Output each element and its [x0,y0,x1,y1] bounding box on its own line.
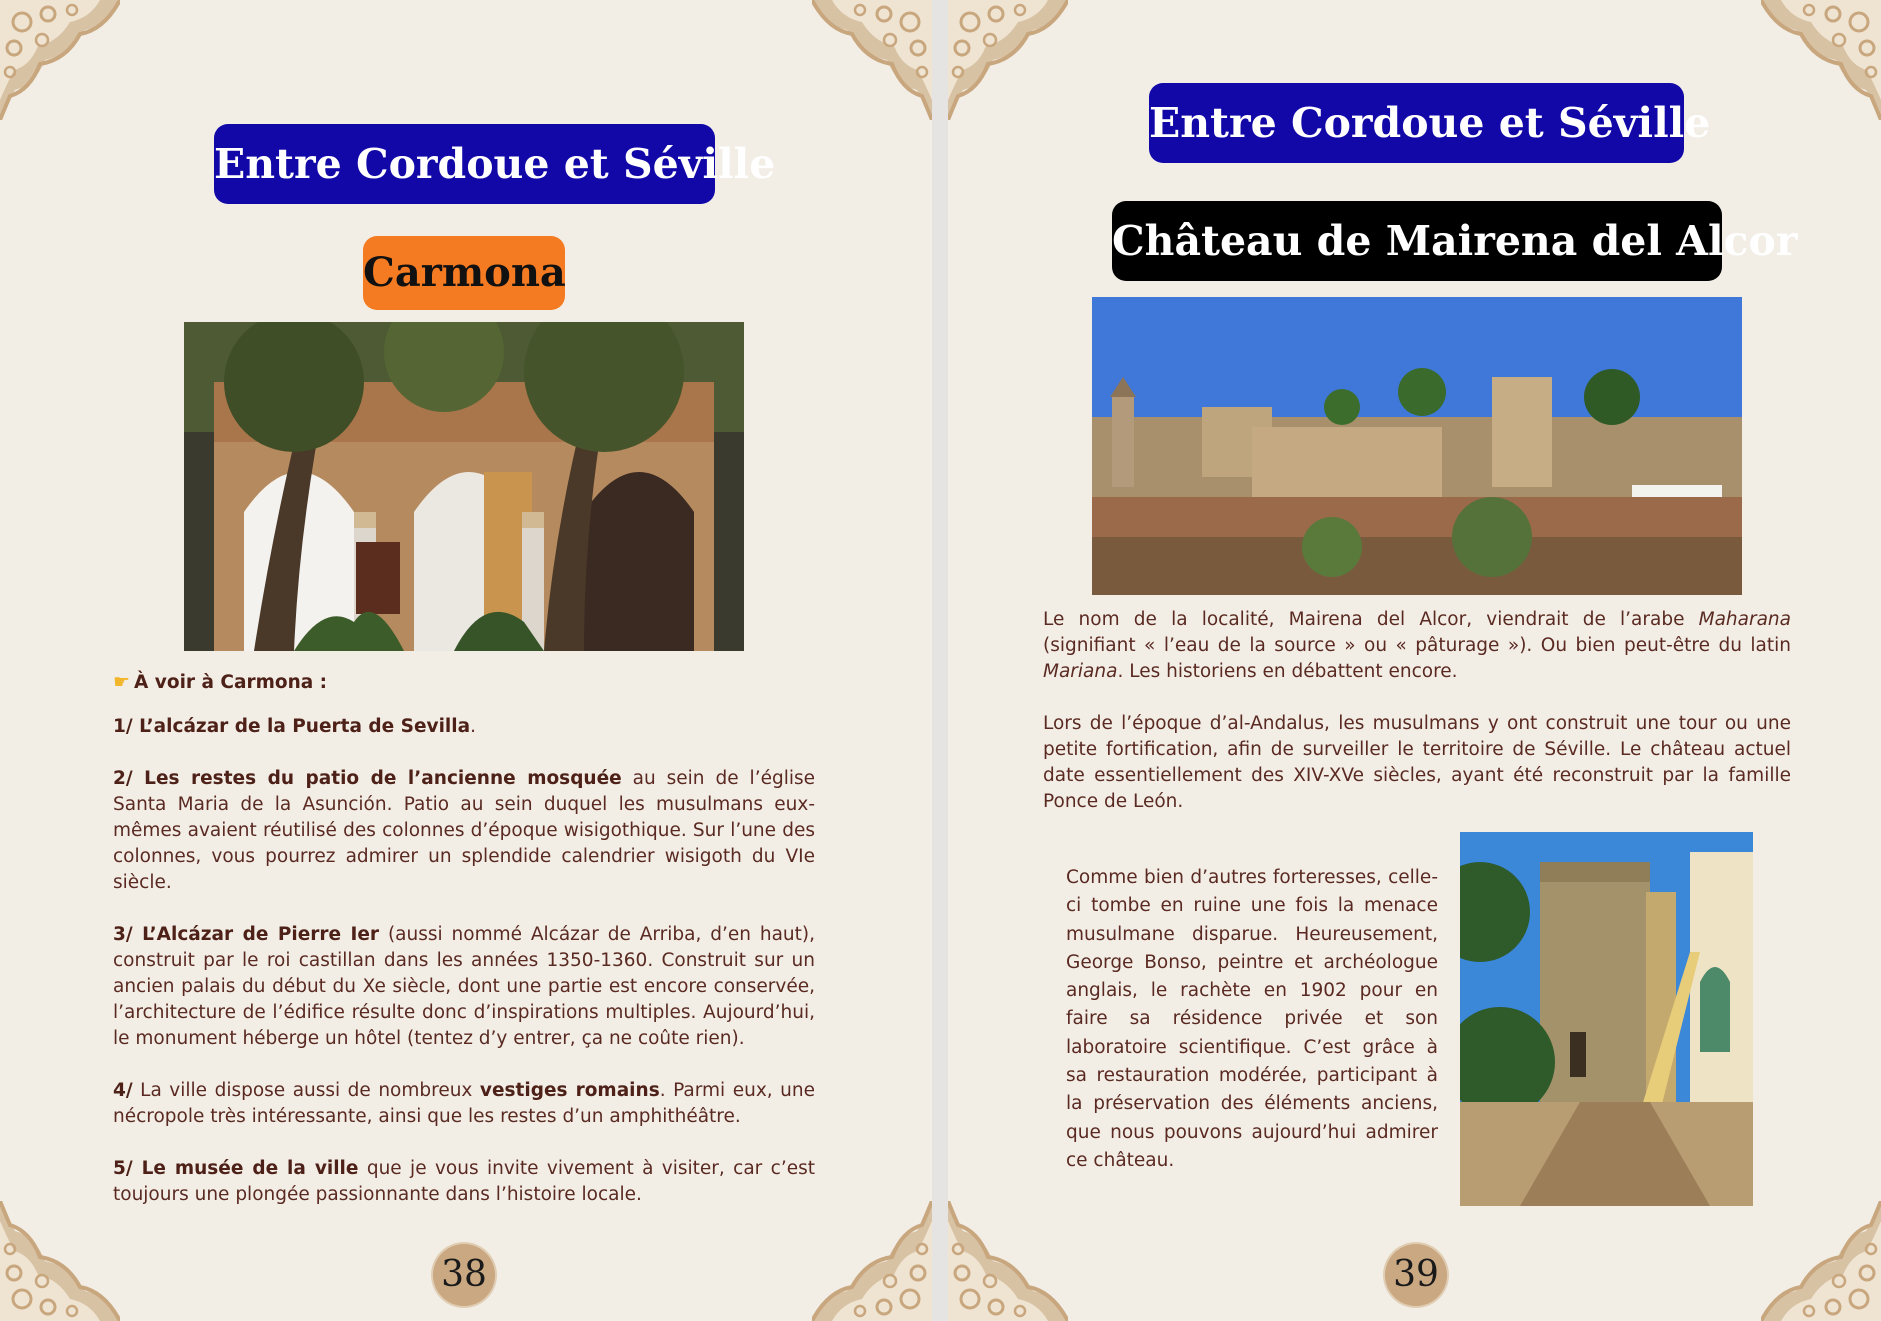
intro-line: ☛ À voir à Carmona : [113,671,328,693]
mairena-tower-photo [1460,832,1753,1206]
pointing-hand-icon: ☛ [113,671,131,693]
corner-ornament-icon [812,0,932,120]
list-item: 5/ Le musée de la ville que je vous invite vivement à visiter, car c’est toujours une plongée passionnante dans l’histoire locale. [113,1158,815,1205]
corner-ornament-icon [812,1201,932,1321]
paragraph: Le nom de la localité, Mairena del Alcor, viendrait de l’arabe Maharana (signifiant « l’eau de la source » ou « pâturage »). Ou bien peut-être du latin Mariana. Les historiens en débattent encore. [1043,609,1791,682]
corner-ornament-icon [1761,0,1881,120]
list-item: 1/ L’alcázar de la Puerta de Sevilla. [113,716,476,737]
page-number: 39 [1385,1244,1447,1306]
corner-ornament-icon [948,1201,1068,1321]
section-title-banner: Carmona [363,236,565,310]
mairena-castle-photo [1092,297,1742,595]
list-item: 2/ Les restes du patio de l’ancienne mosquée au sein de l’église Santa Maria de la Asunción. Patio au sein duquel les musulmans eux-mêmes avaient réutilisé des colonnes d’époque wisigothique. Sur l’une des colonnes, vous pourrez admirer un splendide calendrier wisigoth du VIe siècle. [113,768,815,893]
carmona-patio-photo [184,322,744,651]
section-title-banner: Château de Mairena del Alcor [1112,201,1722,281]
paragraph: Comme bien d’autres forteresses, celle-ci tombe en ruine une fois la menace musulmane disparue. Heureusement, George Bonso, peintre et archéologue anglais, le rachète en 1902 pour en faire sa résidence privée et son laboratoire scientifique. C’est grâce à sa restauration modérée, participant à la préservation des éléments anciens, que nous pouvons aujourd’hui admirer ce château. [1066,867,1438,1171]
corner-ornament-icon [1761,1201,1881,1321]
right-page [948,0,1881,1321]
mairena-text-block [1043,607,1791,815]
left-page [0,0,932,1321]
carmona-text-block [113,669,815,1234]
list-item: 4/ La ville dispose aussi de nombreux vestiges romains. Parmi eux, une nécropole très intéressante, ainsi que les restes d’un amphithéâtre. [113,1080,815,1127]
chapter-title-banner: Entre Cordoue et Séville [214,124,715,204]
list-item: 3/ L’Alcázar de Pierre Ier (aussi nommé Alcázar de Arriba, d’en haut), construit par le roi castillan dans les années 1350-1360. Construit sur un ancien palais du début du Xe siècle, dont une partie est encore conservée, l’architecture de l’édifice résulte donc d’inspirations multiples. Aujourd’hui, le monument héberge un hôtel (tentez d’y entrer, ça ne coûte rien). [113,924,815,1049]
page-number: 38 [433,1244,495,1306]
corner-ornament-icon [0,0,120,120]
chapter-title-banner: Entre Cordoue et Séville [1149,83,1684,163]
paragraph: Lors de l’époque d’al-Andalus, les musulmans y ont construit une tour ou une petite fortification, afin de surveiller le territoire de Séville. Le château actuel date essentiellement des XIV-XVe siècles, ayant été reconstruit par la famille Ponce de León. [1043,713,1791,812]
corner-ornament-icon [948,0,1068,120]
corner-ornament-icon [0,1201,120,1321]
